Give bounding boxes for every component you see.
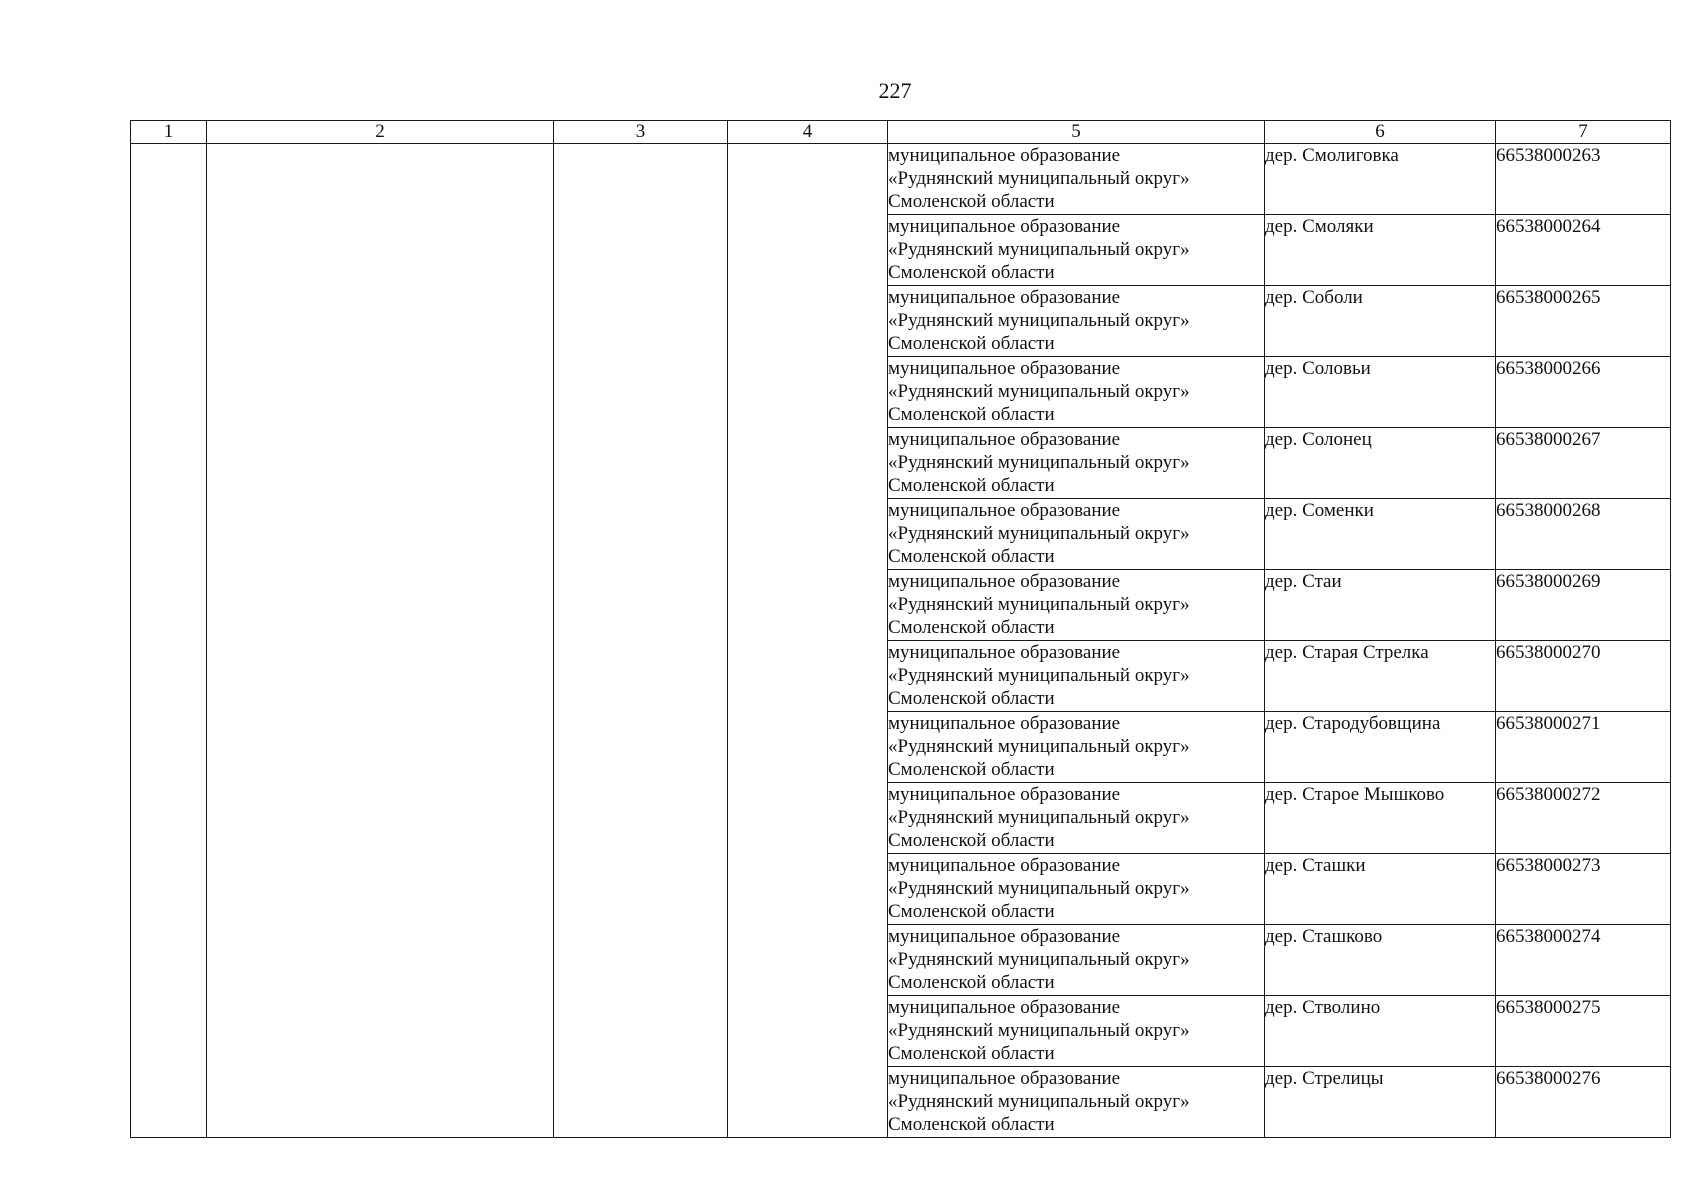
municipality-cell [888,215,1265,286]
table-row [131,144,1671,215]
settlement-cell: дер. Солонец [1265,428,1496,499]
municipality-line-2: «Руднянский муниципальный округ» [888,381,1190,402]
settlement-cell: дер. Смоляки [1265,215,1496,286]
municipality-line-3: Смоленской области [888,262,1055,283]
municipality-line-3: Смоленской области [888,1043,1055,1064]
municipality-line-2: «Руднянский муниципальный округ» [888,1091,1190,1112]
municipality-line-2: «Руднянский муниципальный округ» [888,665,1190,686]
municipality-line-2: «Руднянский муниципальный округ» [888,310,1190,331]
municipality-line-3: Смоленской области [888,759,1055,780]
table-body [131,144,1671,1138]
municipality-line-1: муниципальное образование [888,287,1121,308]
municipality-line-3: Смоленской области [888,901,1055,922]
column-header-1: 1 [131,121,207,144]
column-header-7: 7 [1496,121,1671,144]
column-2-cell [207,144,554,1138]
municipality-line-3: Смоленской области [888,688,1055,709]
settlement-cell: дер. Соловьи [1265,357,1496,428]
settlement-cell: дер. Смолиговка [1265,144,1496,215]
municipality-line-3: Смоленской области [888,191,1055,212]
settlement-cell: дер. Сташково [1265,925,1496,996]
municipality-cell [888,144,1265,215]
settlement-cell: дер. Стаи [1265,570,1496,641]
municipality-line-1: муниципальное образование [888,429,1121,450]
municipality-line-2: «Руднянский муниципальный округ» [888,736,1190,757]
municipality-line-3: Смоленской области [888,333,1055,354]
municipality-cell [888,854,1265,925]
municipality-line-2: «Руднянский муниципальный округ» [888,523,1190,544]
municipality-line-3: Смоленской области [888,475,1055,496]
municipality-line-2: «Руднянский муниципальный округ» [888,949,1190,970]
municipality-cell [888,428,1265,499]
municipality-line-1: муниципальное образование [888,784,1121,805]
municipality-cell [888,357,1265,428]
municipality-line-2: «Руднянский муниципальный округ» [888,878,1190,899]
municipality-line-1: муниципальное образование [888,145,1121,166]
column-4-cell [728,144,888,1138]
oktmo-code-cell: 66538000269 [1496,570,1671,641]
municipality-line-1: муниципальное образование [888,642,1121,663]
oktmo-code-cell: 66538000265 [1496,286,1671,357]
column-1-cell [131,144,207,1138]
municipality-cell [888,641,1265,712]
municipality-cell [888,712,1265,783]
municipality-line-1: муниципальное образование [888,997,1121,1018]
settlement-cell: дер. Сташки [1265,854,1496,925]
municipality-cell [888,996,1265,1067]
column-header-6: 6 [1265,121,1496,144]
settlement-cell: дер. Старое Мышково [1265,783,1496,854]
settlement-cell: дер. Соменки [1265,499,1496,570]
column-3-cell [554,144,728,1138]
municipality-cell [888,570,1265,641]
municipality-line-1: муниципальное образование [888,500,1121,521]
municipality-cell [888,1067,1265,1138]
settlement-cell: дер. Стволино [1265,996,1496,1067]
oktmo-code-cell: 66538000274 [1496,925,1671,996]
municipality-line-1: муниципальное образование [888,1068,1121,1089]
municipality-line-3: Смоленской области [888,546,1055,567]
municipality-line-2: «Руднянский муниципальный округ» [888,168,1190,189]
oktmo-code-cell: 66538000263 [1496,144,1671,215]
settlements-table [130,120,1671,1138]
page-number: 227 [878,78,912,103]
oktmo-code-cell: 66538000271 [1496,712,1671,783]
oktmo-code-cell: 66538000273 [1496,854,1671,925]
municipality-line-3: Смоленской области [888,972,1055,993]
municipality-line-1: муниципальное образование [888,358,1121,379]
oktmo-code-cell: 66538000266 [1496,357,1671,428]
municipality-line-2: «Руднянский муниципальный округ» [888,807,1190,828]
municipality-line-2: «Руднянский муниципальный округ» [888,239,1190,260]
column-header-3: 3 [554,121,728,144]
municipality-line-2: «Руднянский муниципальный округ» [888,594,1190,615]
municipality-cell [888,286,1265,357]
settlement-cell: дер. Стрелицы [1265,1067,1496,1138]
municipality-line-1: муниципальное образование [888,926,1121,947]
municipality-line-1: муниципальное образование [888,216,1121,237]
municipality-line-3: Смоленской области [888,404,1055,425]
settlement-cell: дер. Старая Стрелка [1265,641,1496,712]
settlement-cell: дер. Соболи [1265,286,1496,357]
column-header-4: 4 [728,121,888,144]
column-header-2: 2 [207,121,554,144]
municipality-line-3: Смоленской области [888,617,1055,638]
oktmo-code-cell: 66538000276 [1496,1067,1671,1138]
municipality-cell [888,925,1265,996]
municipality-line-1: муниципальное образование [888,855,1121,876]
oktmo-code-cell: 66538000270 [1496,641,1671,712]
column-number-row [131,121,1671,144]
oktmo-code-cell: 66538000267 [1496,428,1671,499]
municipality-line-3: Смоленской области [888,1114,1055,1135]
municipality-line-3: Смоленской области [888,830,1055,851]
oktmo-code-cell: 66538000264 [1496,215,1671,286]
municipality-cell [888,499,1265,570]
municipality-line-1: муниципальное образование [888,713,1121,734]
settlement-cell: дер. Стародубовщина [1265,712,1496,783]
column-header-5: 5 [888,121,1265,144]
oktmo-code-cell: 66538000268 [1496,499,1671,570]
municipality-line-1: муниципальное образование [888,571,1121,592]
oktmo-code-cell: 66538000275 [1496,996,1671,1067]
municipality-line-2: «Руднянский муниципальный округ» [888,452,1190,473]
oktmo-code-cell: 66538000272 [1496,783,1671,854]
municipality-cell [888,783,1265,854]
municipality-line-2: «Руднянский муниципальный округ» [888,1020,1190,1041]
